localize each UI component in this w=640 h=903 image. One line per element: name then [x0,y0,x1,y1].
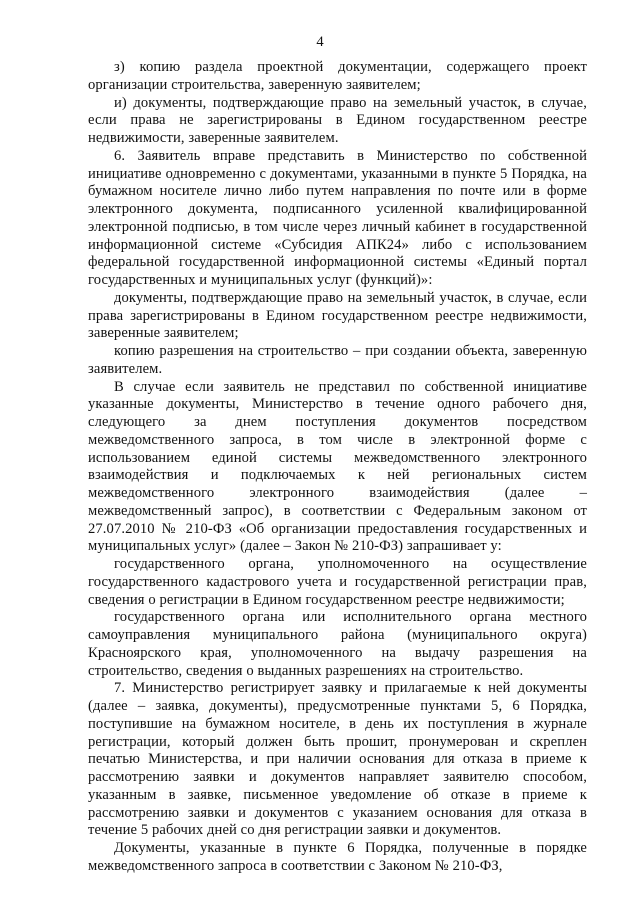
paragraph-clause-7: 7. Министерство регистрирует заявку и прилагаемые к ней документы (далее – заявка, документы), предусмотренные пунктами 5, 6 Порядка, поступившие на бумажном носителе, в день их поступления в журнале регистрации, который должен быть прошит, пронумерован и скреплен печатью Министерства, и при наличии основания для отказа в приеме к рассмотрению заявки и документов направляет заявителю способом, указанным в заявке, письменное уведомление об отказе в приеме к рассмотрению заявки и документов с указанием основания для отказа в течение 5 рабочих дней со дня регистрации заявки и документов. [88,680,587,839]
document-body [88,59,587,876]
paragraph-item-z: з) копию раздела проектной документации, содержащего проект организации строительства, заверенную заявителем; [88,59,587,93]
page-number: 4 [316,34,324,50]
paragraph-cadastral-authority: государственного органа, уполномоченного на осуществление государственного кадастрового учета и государственной регистрации прав, сведения о регистрации в Едином государственном реестре недвижимости; [88,556,587,608]
paragraph-building-permit: копию разрешения на строительство – при создании объекта, заверенную заявителем. [88,343,587,377]
paragraph-clause-6: 6. Заявитель вправе представить в Министерство по собственной инициативе одновременно с документами, указанными в пункте 5 Порядка, на бумажном носителе лично либо путем направления по почте или в форме электронного документа, подписанного усиленной квалифицированной электронной подписью, в том числе через личный кабинет в государственной информационной системе «Субсидия АПК24» либо с использованием федеральной государственной информационной системы «Единый портал государственных и муниципальных услуг (функций)»: [88,147,587,288]
paragraph-land-rights: документы, подтверждающие право на земельный участок, в случае, если права зарегистрированы в Едином государственном реестре недвижимости, заверенные заявителем; [88,289,587,342]
paragraph-documents-clause-6: Документы, указанные в пункте 6 Порядка, полученные в порядке межведомственного запроса в соответствии с Законом № 210-ФЗ, [88,840,587,874]
paragraph-item-i: и) документы, подтверждающие право на земельный участок, в случае, если права не зарегистрированы в Едином государственном реестре недвижимости, заверенные заявителем. [88,94,587,146]
paragraph-interagency-request: В случае если заявитель не представил по собственной инициативе указанные документы, Министерство в течение одного рабочего дня, следующего за днем поступления документов посредством межведомственного запроса, в том числе в электронной форме с использованием единой системы межведомственного электронного взаимодействия и подключаемых к ней региональных систем межведомственного электронного взаимодействия (далее – межведомственный запрос), в соответствии с Федеральным законом от 27.07.2010 № 210-ФЗ «Об организации предоставления государственных и муниципальных услуг» (далее – Закон № 210-ФЗ) запрашивает у: [88,378,587,555]
paragraph-local-authority: государственного органа или исполнительного органа местного самоуправления муниципального района (муниципального округа) Красноярского края, уполномоченного на выдачу разрешения на строительство, сведения о выданных разрешениях на строительство. [88,609,587,679]
